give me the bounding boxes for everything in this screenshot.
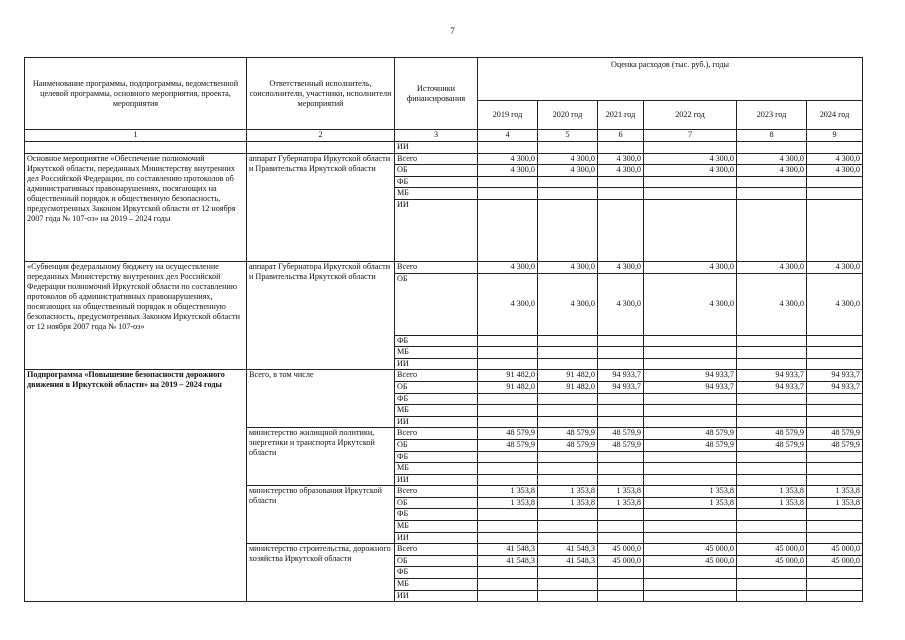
amount-cell: 45 000,0 xyxy=(807,555,863,567)
funding-source: ФБ xyxy=(395,335,478,347)
header-year: 2021 год xyxy=(598,101,644,130)
amount-cell: 4 300,0 xyxy=(538,261,598,273)
amount-cell: 4 300,0 xyxy=(644,261,737,273)
column-number: 8 xyxy=(737,130,807,142)
column-number: 5 xyxy=(538,130,598,142)
funding-source: ФБ xyxy=(395,393,478,405)
column-number: 3 xyxy=(395,130,478,142)
budget-table xyxy=(24,57,863,602)
amount-cell: 45 000,0 xyxy=(644,544,737,556)
amount-cell: 48 579,9 xyxy=(598,439,644,451)
column-number: 1 xyxy=(25,130,247,142)
executor-name: министерство образования Иркутской области xyxy=(247,486,395,544)
column-number: 2 xyxy=(247,130,395,142)
amount-cell: 4 300,0 xyxy=(598,153,644,165)
column-number: 9 xyxy=(807,130,863,142)
amount-cell: 1 353,8 xyxy=(807,497,863,509)
amount-cell: 4 300,0 xyxy=(807,261,863,273)
amount-cell: 1 353,8 xyxy=(478,497,538,509)
activity-name: «Субвенция федеральному бюджету на осуществление переданных Министерству внутренних дел Российской Федерации полномочий Иркутской области по составлению протоколов об административных правонарушениях, посягающих на общественный порядок и общественную безопасность, предусмотренных Законом Иркутской области от 12 ноября 2007 года № 107-оз» xyxy=(25,261,247,369)
amount-cell: 1 353,8 xyxy=(538,486,598,498)
amount-cell: 48 579,9 xyxy=(807,439,863,451)
header-funding-source: Источники финансирования xyxy=(395,58,478,130)
funding-source: ОБ xyxy=(395,555,478,567)
amount-cell: 41 548,3 xyxy=(478,555,538,567)
amount-cell: 4 300,0 xyxy=(807,273,863,335)
amount-cell: 4 300,0 xyxy=(807,153,863,165)
amount-cell: 4 300,0 xyxy=(478,261,538,273)
amount-cell: 91 482,0 xyxy=(478,381,538,393)
table-row xyxy=(25,153,863,165)
amount-cell: 94 933,7 xyxy=(598,381,644,393)
header-year: 2020 год xyxy=(538,101,598,130)
executor-name: Всего, в том числе xyxy=(247,370,395,428)
funding-source: ИИ xyxy=(395,474,478,486)
funding-source: ИИ xyxy=(395,590,478,602)
funding-source: МБ xyxy=(395,347,478,359)
funding-source: ИИ xyxy=(395,416,478,428)
amount-cell: 4 300,0 xyxy=(598,261,644,273)
funding-source: ОБ xyxy=(395,273,478,335)
amount-cell: 45 000,0 xyxy=(644,555,737,567)
amount-cell: 4 300,0 xyxy=(737,273,807,335)
funding-source: Всего xyxy=(395,544,478,556)
amount-cell: 94 933,7 xyxy=(807,381,863,393)
column-number: 4 xyxy=(478,130,538,142)
executor-name: министерство жилищной политики, энергетики и транспорта Иркутской области xyxy=(247,428,395,486)
amount-cell: 4 300,0 xyxy=(644,165,737,177)
amount-cell: 41 548,3 xyxy=(538,544,598,556)
table-row xyxy=(25,142,863,154)
amount-cell: 4 300,0 xyxy=(644,153,737,165)
amount-cell: 4 300,0 xyxy=(538,273,598,335)
funding-source: ОБ xyxy=(395,439,478,451)
executor-name: министерство строительства, дорожного хозяйства Иркутской области xyxy=(247,544,395,602)
funding-source: ФБ xyxy=(395,451,478,463)
amount-cell: 4 300,0 xyxy=(478,165,538,177)
amount-cell: 4 300,0 xyxy=(737,153,807,165)
funding-source: Всего xyxy=(395,428,478,440)
amount-cell: 45 000,0 xyxy=(737,544,807,556)
amount-cell: 4 300,0 xyxy=(807,165,863,177)
funding-source: МБ xyxy=(395,405,478,417)
funding-source: ФБ xyxy=(395,509,478,521)
amount-cell: 4 300,0 xyxy=(538,153,598,165)
amount-cell: 94 933,7 xyxy=(644,381,737,393)
amount-cell: 94 933,7 xyxy=(737,381,807,393)
funding-source: Всего xyxy=(395,370,478,382)
header-year: 2022 год xyxy=(644,101,737,130)
funding-source: ИИ xyxy=(395,358,478,370)
column-numbers-row xyxy=(25,130,863,142)
funding-source: ОБ xyxy=(395,497,478,509)
amount-cell: 48 579,9 xyxy=(538,439,598,451)
header-program-name: Наименование программы, подпрограммы, ведомственной целевой программы, основного мероприятия, проекта, мероприятия xyxy=(25,58,247,130)
amount-cell: 1 353,8 xyxy=(644,486,737,498)
amount-cell: 4 300,0 xyxy=(737,261,807,273)
activity-name: Основное мероприятие «Обеспечение полномочий Иркутской области, переданных Министерству внутренних дел Российской Федерации, по составлению протоколов об административных правонарушениях, посягающих на общественный порядок и общественную безопасность, предусмотренных Законом Иркутской области от 12 ноября 2007 года № 107-оз» на 2019 – 2024 годы xyxy=(25,153,247,261)
amount-cell: 48 579,9 xyxy=(807,428,863,440)
amount-cell: 48 579,9 xyxy=(478,428,538,440)
funding-source: Всего xyxy=(395,261,478,273)
amount-cell: 1 353,8 xyxy=(737,497,807,509)
header-year: 2023 год xyxy=(737,101,807,130)
amount-cell: 94 933,7 xyxy=(598,370,644,382)
amount-cell: 41 548,3 xyxy=(538,555,598,567)
column-number: 6 xyxy=(598,130,644,142)
executor-name: аппарат Губернатора Иркутской области и Правительства Иркутской области xyxy=(247,153,395,261)
amount-cell: 48 579,9 xyxy=(737,439,807,451)
amount-cell: 48 579,9 xyxy=(644,428,737,440)
funding-source: Всего xyxy=(395,486,478,498)
funding-source: МБ xyxy=(395,579,478,591)
funding-source: МБ xyxy=(395,188,478,200)
amount-cell: 4 300,0 xyxy=(737,165,807,177)
funding-source: МБ xyxy=(395,463,478,475)
table-row xyxy=(25,370,863,382)
funding-source: ИИ xyxy=(395,532,478,544)
amount-cell: 48 579,9 xyxy=(538,428,598,440)
amount-cell: 1 353,8 xyxy=(598,486,644,498)
table-row xyxy=(25,261,863,273)
amount-cell: 94 933,7 xyxy=(644,370,737,382)
amount-cell: 1 353,8 xyxy=(644,497,737,509)
amount-cell: 45 000,0 xyxy=(598,555,644,567)
amount-cell: 4 300,0 xyxy=(538,165,598,177)
amount-cell: 4 300,0 xyxy=(478,153,538,165)
amount-cell: 45 000,0 xyxy=(598,544,644,556)
amount-cell: 4 300,0 xyxy=(598,165,644,177)
amount-cell: 45 000,0 xyxy=(807,544,863,556)
amount-cell: 94 933,7 xyxy=(737,370,807,382)
header-year: 2019 год xyxy=(478,101,538,130)
amount-cell: 4 300,0 xyxy=(644,273,737,335)
amount-cell: 1 353,8 xyxy=(478,486,538,498)
amount-cell: 48 579,9 xyxy=(644,439,737,451)
amount-cell: 41 548,3 xyxy=(478,544,538,556)
funding-source: ОБ xyxy=(395,165,478,177)
amount-cell: 4 300,0 xyxy=(598,273,644,335)
amount-cell: 94 933,7 xyxy=(807,370,863,382)
amount-cell: 1 353,8 xyxy=(598,497,644,509)
header-expenses: Оценка расходов (тыс. руб.), годы xyxy=(478,58,863,101)
amount-cell: 48 579,9 xyxy=(737,428,807,440)
amount-cell: 91 482,0 xyxy=(478,370,538,382)
amount-cell: 91 482,0 xyxy=(538,381,598,393)
funding-source: ФБ xyxy=(395,176,478,188)
funding-source: Всего xyxy=(395,153,478,165)
funding-source: МБ xyxy=(395,521,478,533)
executor-name: аппарат Губернатора Иркутской области и Правительства Иркутской области xyxy=(247,261,395,369)
amount-cell: 91 482,0 xyxy=(538,370,598,382)
funding-source: ИИ xyxy=(395,142,478,154)
funding-source: ФБ xyxy=(395,567,478,579)
funding-source: ИИ xyxy=(395,199,478,261)
subprogram-name: Подпрограмма «Повышение безопасности дорожного движения в Иркутской области» на 2019 – 2024 годы xyxy=(25,370,247,602)
funding-source: ОБ xyxy=(395,381,478,393)
amount-cell: 48 579,9 xyxy=(598,428,644,440)
amount-cell: 48 579,9 xyxy=(478,439,538,451)
amount-cell: 4 300,0 xyxy=(478,273,538,335)
page-number: 7 xyxy=(450,26,455,36)
header-executor: Ответственный исполнитель, соисполнители, участники, исполнители мероприятий xyxy=(247,58,395,130)
amount-cell: 45 000,0 xyxy=(737,555,807,567)
amount-cell: 1 353,8 xyxy=(538,497,598,509)
amount-cell: 1 353,8 xyxy=(737,486,807,498)
column-number: 7 xyxy=(644,130,737,142)
amount-cell: 1 353,8 xyxy=(807,486,863,498)
header-year: 2024 год xyxy=(807,101,863,130)
